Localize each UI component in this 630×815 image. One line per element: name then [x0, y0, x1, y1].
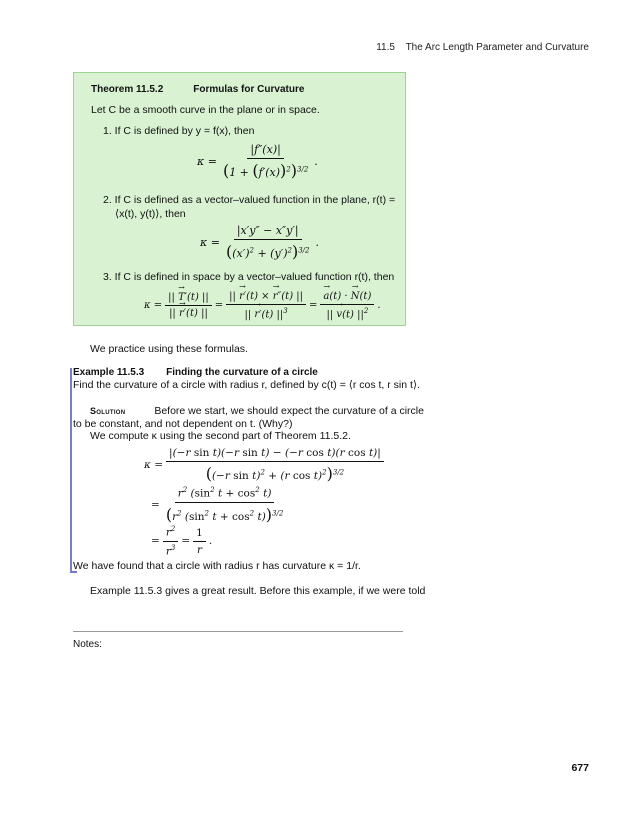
section-title: The Arc Length Parameter and Curvature	[405, 42, 589, 53]
example-bar	[70, 368, 72, 573]
theorem-title: Formulas for Curvature	[193, 84, 305, 95]
worked-equation-step-3: = $\frac{r^2}{r^3}$ = $\frac{1}{r}$ .	[151, 525, 213, 557]
example-heading	[73, 367, 318, 378]
example-statement: Find the curvature of a circle with radius r, defined by c(t) = ⟨r cos t, r sin t⟩.	[73, 379, 420, 391]
compute-line: We compute κ using the second part of Theorem 11.5.2.	[90, 430, 351, 442]
solution-text-1: Before we start, we should expect the curvature of a circle	[154, 405, 424, 417]
continuation-line: Example 11.5.3 gives a great result. Before this example, if we were told	[90, 585, 426, 597]
theorem-item-2-line-2: ⟨x(t), y(t)⟩, then	[115, 208, 186, 220]
page-number: 677	[571, 762, 589, 774]
theorem-item-1: 1. If C is defined by y = f(x), then	[103, 125, 255, 137]
theorem-intro: Let C be a smooth curve in the plane or in space.	[91, 104, 320, 116]
theorem-box	[73, 72, 406, 326]
formula-curvature-function: κ = $\frac{|f''(x)|}{(1 + (f'(x))^2)^{3/2}}$ .	[197, 143, 318, 180]
worked-equation-step-2: = $\frac{r^2 (\sin^2 t + \cos^2 t)}{(r^2 (\sin^2 t + \cos^2 t))^{3/2}}$	[151, 486, 284, 524]
solution-label: Solution	[90, 406, 126, 416]
theorem-item-2-line-1: 2. If C is defined as a vector–valued function in the plane, r(t) =	[103, 194, 396, 206]
worked-equation-step-1: κ = $\frac{\text{|(−r sin t)(−r sin t) − (−r cos t)(r cos t)|}}{((-r \sin t)^2 + (r \cos t)^2)^{3/2}}$	[144, 447, 387, 483]
practice-line: We practice using these formulas.	[90, 343, 248, 355]
example-conclusion: We have found that a circle with radius r has curvature κ = 1/r.	[73, 560, 361, 572]
notes-label: Notes:	[73, 639, 102, 650]
formula-curvature-space: κ = $\frac{|| \to T'(t) ||}{|| \to r'(t) ||}$ = $\frac{|| \to r'(t) \times \to r''(t) ||}{|| \to r'(t) ||^3}$ = → $\frac{a(t) \cdot \to N(t)}{|| \to v(t) ||^2}$ .	[144, 291, 381, 320]
section-number: 11.5	[376, 42, 395, 53]
formula-curvature-plane: κ = $\frac{|x'y'' - x''y'|}{((x')^2 + (y')^2)^{3/2}}$ .	[200, 224, 319, 261]
solution-line-2: to be constant, and not dependent on t. (Why?)	[73, 418, 293, 430]
running-header	[376, 42, 589, 53]
solution-line-1	[90, 405, 424, 417]
theorem-heading	[91, 84, 304, 95]
example-label: Example 11.5.3	[73, 367, 145, 378]
theorem-label: Theorem 11.5.2	[91, 84, 164, 95]
notes-divider	[73, 631, 403, 632]
example-title: Finding the curvature of a circle	[166, 367, 318, 378]
theorem-item-3: 3. If C is defined in space by a vector–valued function r(t), then	[103, 271, 395, 283]
